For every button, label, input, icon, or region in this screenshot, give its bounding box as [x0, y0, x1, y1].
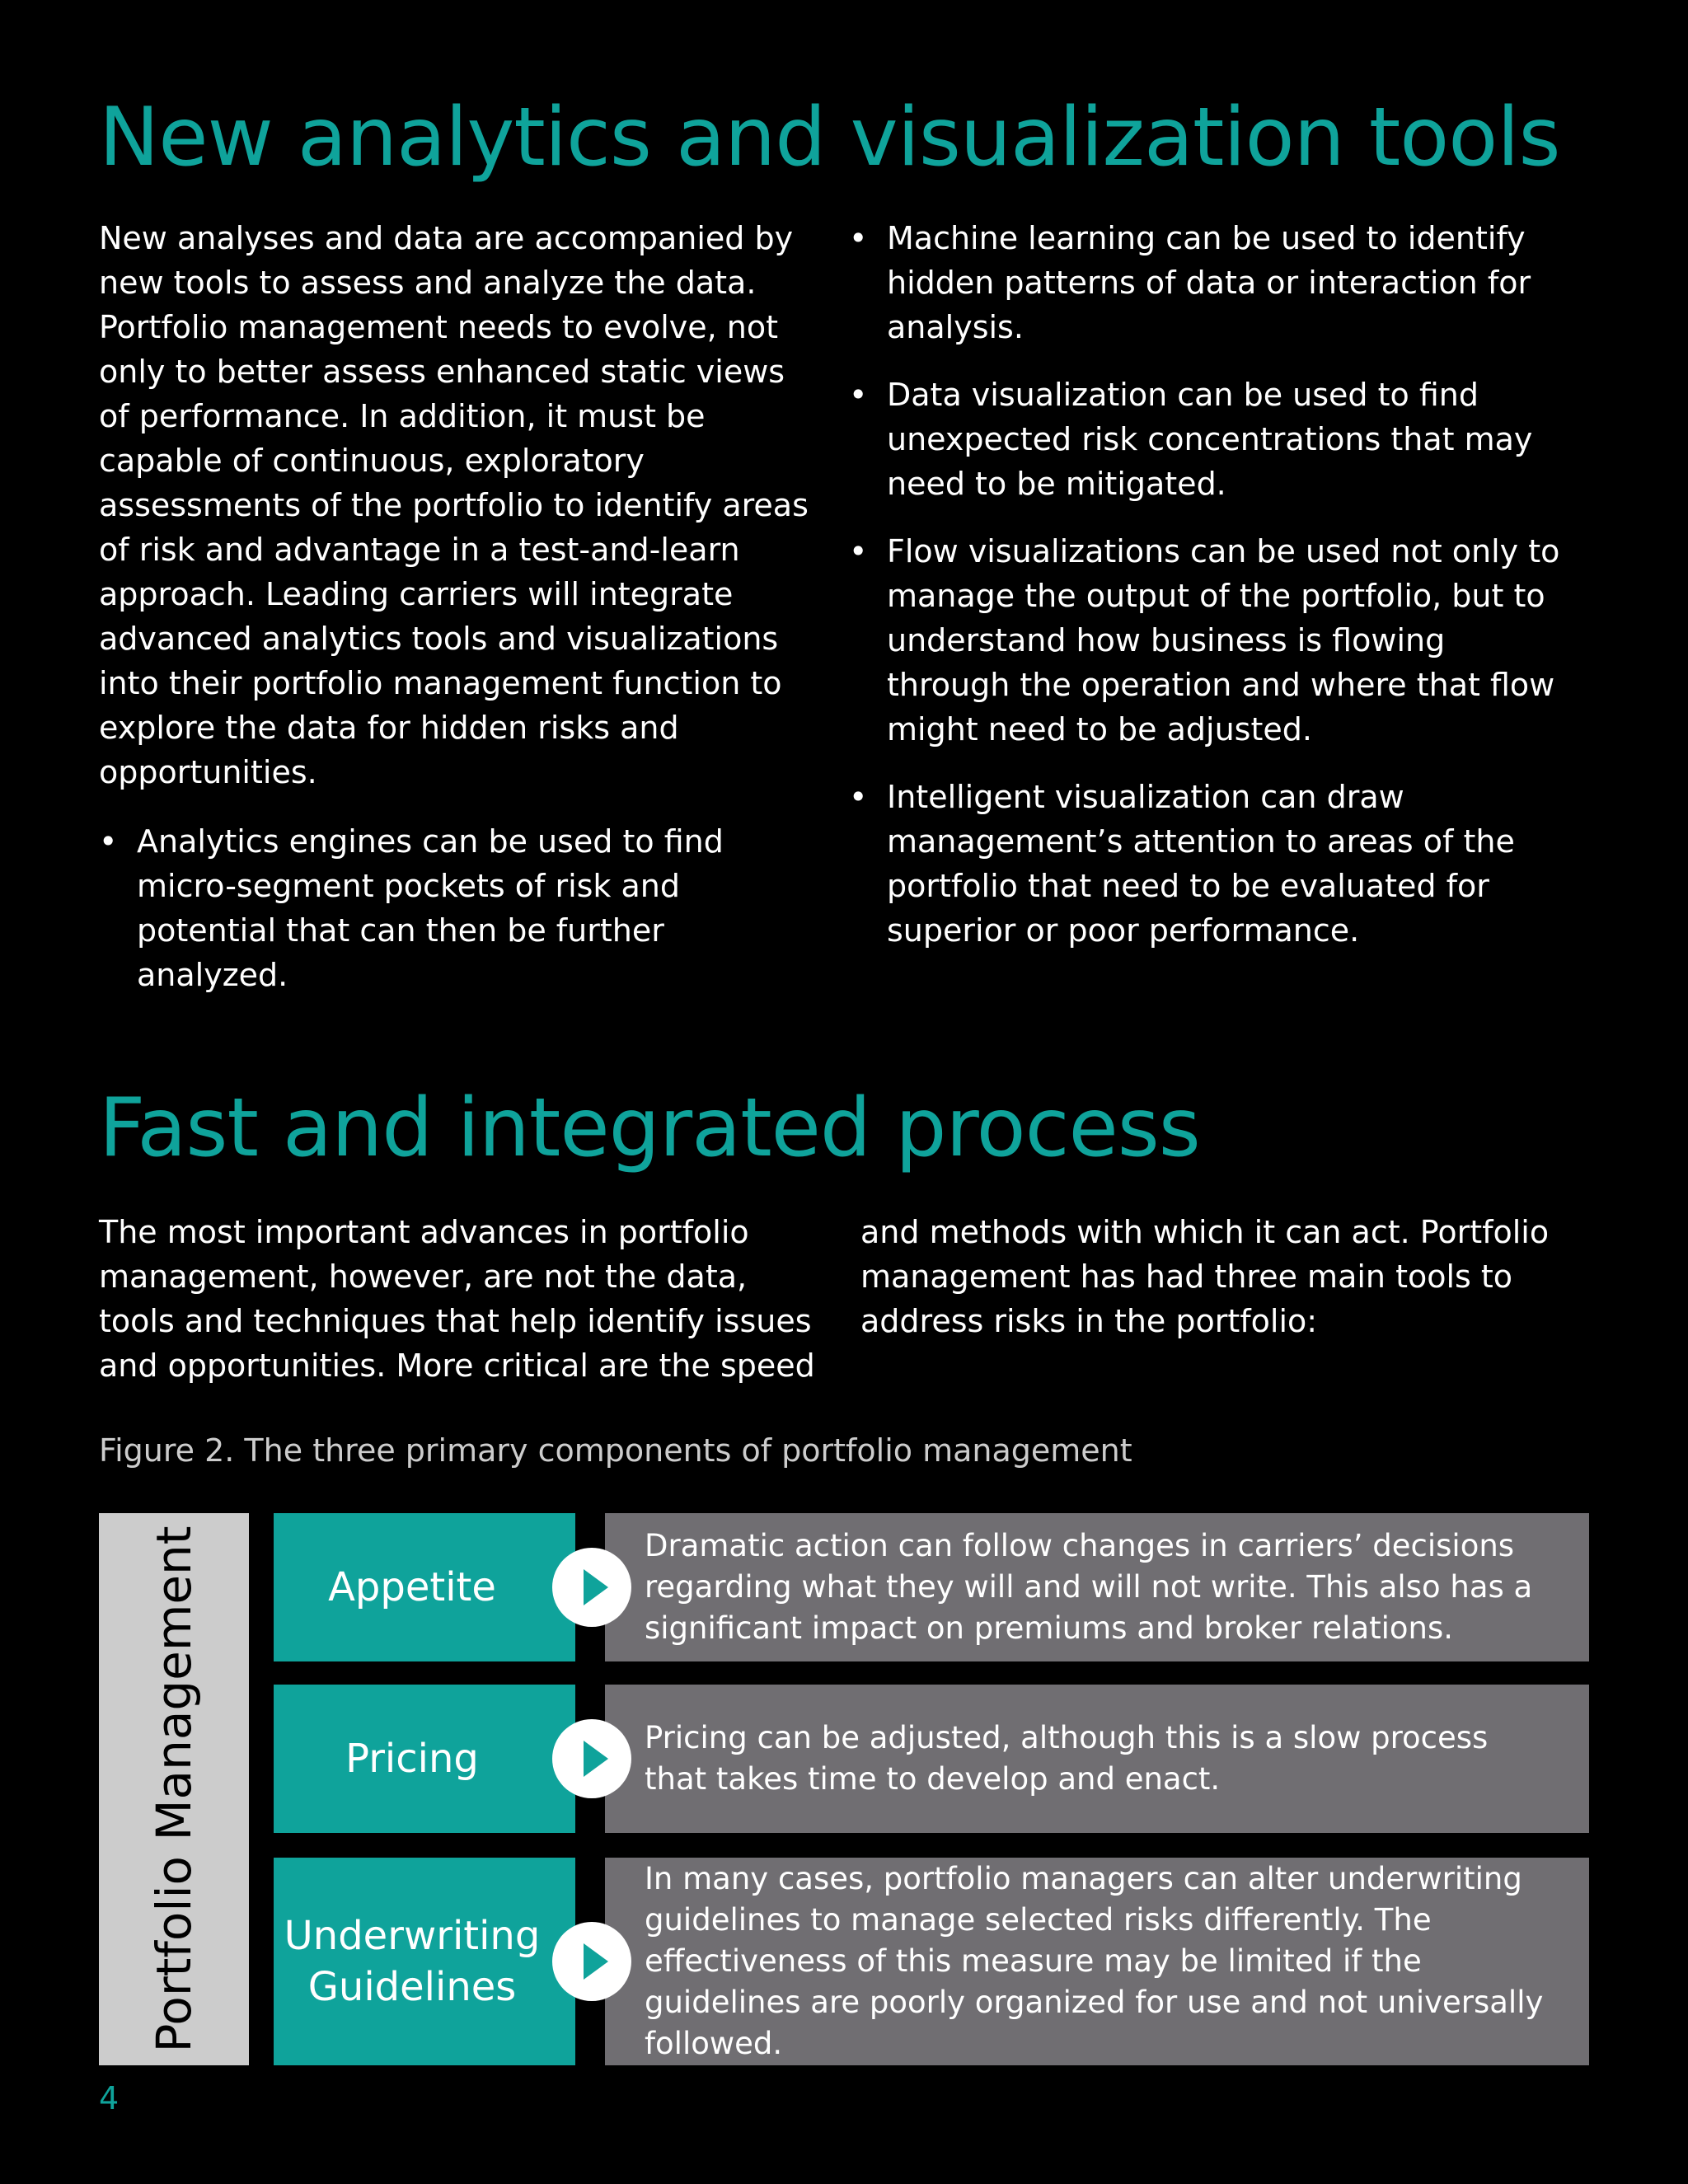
process-left-column — [99, 1210, 824, 1413]
analytics-intro-paragraph: New analyses and data are accompanied by new tools to assess and analyze the data. Portfolio management needs to evolve, not only to better assess enhanced static views of performance. In addition, it must be capable of continuous, exploratory assessments of the portfolio to identify areas of risk and advantage in a test-and-learn approach. Leading carriers will integrate advanced analytics tools and visualizations into their portfolio management function to explore the data for hidden risks and opportunities. — [99, 220, 809, 790]
component-underwriting-guidelines — [274, 1858, 575, 2065]
bullet-item — [849, 529, 1574, 752]
component-pricing — [274, 1685, 575, 1833]
bullet-item — [849, 775, 1574, 953]
analytics-bullet-list-left — [99, 819, 824, 997]
play-arrow-icon — [552, 1719, 631, 1798]
analytics-bullet-list-right — [849, 216, 1574, 953]
section-heading-analytics: New analytics and visualization tools — [99, 91, 1560, 185]
component-underwriting-description — [605, 1858, 1589, 2065]
bullet-text: Machine learning can be used to identify hidden patterns of data or interaction for analysis. — [887, 220, 1531, 345]
bullet-item — [99, 819, 824, 997]
bullet-text: Intelligent visualization can draw management’s attention to areas of the portfolio that need to be evaluated for superior or poor performance. — [887, 779, 1515, 949]
component-label: Appetite — [328, 1564, 496, 1610]
component-pricing-description — [605, 1685, 1589, 1833]
page-number: 4 — [99, 2080, 120, 2116]
bullet-item — [849, 216, 1574, 349]
process-paragraph-left: The most important advances in portfolio management, however, are not the data, tools and techniques that help identify issues and opportunities. More critical are the speed — [99, 1214, 815, 1384]
component-description: Dramatic action can follow changes in carriers’ decisions regarding what they will and will not write. This also has a significant impact on premiums and broker relations. — [645, 1528, 1533, 1646]
section-heading-process: Fast and integrated process — [99, 1081, 1200, 1175]
bullet-icon: • — [99, 823, 118, 860]
component-label: Underwriting Guidelines — [284, 1913, 541, 2010]
component-description: Pricing can be adjusted, although this is a slow process that takes time to develop and enact. — [645, 1720, 1489, 1797]
play-arrow-icon — [552, 1922, 631, 2001]
side-bar-label: Portfolio Management — [146, 1526, 202, 2053]
component-appetite — [274, 1513, 575, 1661]
bullet-text: Data visualization can be used to find unexpected risk concentrations that may need to be mitigated. — [887, 377, 1533, 502]
process-right-column — [860, 1210, 1586, 1368]
bullet-item — [849, 373, 1574, 506]
analytics-right-column — [849, 216, 1574, 976]
process-paragraph-right: and methods with which it can act. Portfolio management has had three main tools to address risks in the portfolio: — [860, 1214, 1550, 1339]
component-description: In many cases, portfolio managers can alter underwriting guidelines to manage selected risks differently. The effectiveness of this measure may be limited if the guidelines are poorly organized for use and not universally followed. — [645, 1861, 1544, 2061]
figure-caption: Figure 2. The three primary components of portfolio management — [99, 1432, 1132, 1469]
portfolio-management-side-bar — [99, 1513, 249, 2065]
bullet-text: Analytics engines can be used to find micro-segment pockets of risk and potential that can then be further analyzed. — [137, 823, 724, 993]
analytics-left-column — [99, 216, 824, 1020]
bullet-icon: • — [849, 220, 868, 256]
bullet-icon: • — [849, 533, 868, 569]
bullet-icon: • — [849, 779, 868, 815]
bullet-text: Flow visualizations can be used not only to manage the output of the portfolio, but to understand how business is flowing through the operation and where that flow might need to be adjusted. — [887, 533, 1560, 748]
component-label: Pricing — [345, 1736, 479, 1782]
play-arrow-icon — [552, 1548, 631, 1627]
component-appetite-description — [605, 1513, 1589, 1661]
bullet-icon: • — [849, 377, 868, 413]
